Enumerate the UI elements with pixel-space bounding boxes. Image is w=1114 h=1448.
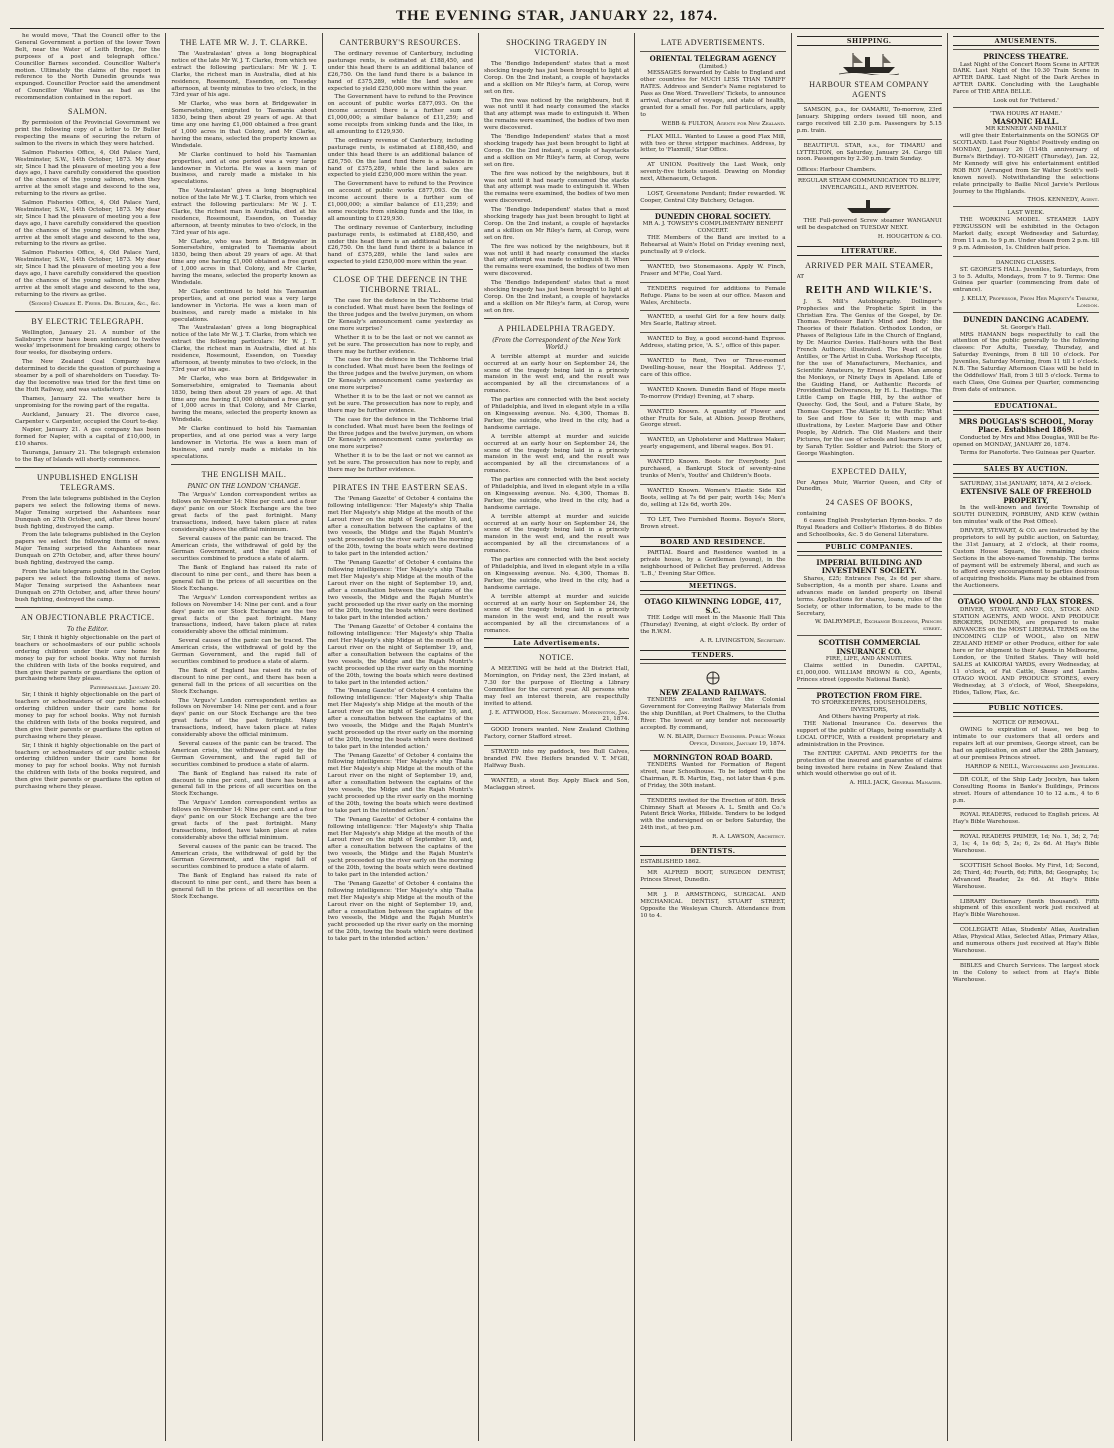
ad-chimney-tenders: TENDERS invited for the Erection of 80ft. Brick Chimney Shaft at Messrs A. L. Smith and Co.'s Patent Brick Works, Hillside. Tenders to be lodged with the undersigned on or before Saturday, the 24th inst., at two p.m. R. A. LAWSON, Architect. (640, 794, 785, 843)
ad-wanted-4: WANTED to Rent, Two or Three-roomed Dwelling-house, near the Hospital. Address 'J.', care of this office. (640, 354, 785, 383)
ad-wanted-8: WANTED Known. Boots for Everybody. Just purchased, a Bankrupt Stock of seventy-nine trunks of Men's, Youths' and Children's Boots. (640, 455, 785, 484)
ad-flax-mill: FLAX MILL. Wanted to Lease a good Flax Mill, with two or three stripper machines. Address, by letter, to 'Flaxmill,' Star Office. (640, 130, 785, 159)
column-4 (479, 33, 635, 1441)
steamship-icon (839, 49, 899, 75)
ad-collegiate-atlas: COLLEGIATE Atlas, Students' Atlas, Australian Atlas, Physical Atlas, Selected Atlas, Primary Atlas, and numerous others just received at Hay's Bible Warehouse. (953, 923, 1099, 959)
pirates-pb: The 'Penang Gazette' of October 4 contains the following intelligence: 'Her Majesty's ship Thalia met Her Majesty's ship Midge at the mouth of the Larout river on the night of September 19, and, after a consultation between the captains of the two vessels, the Midge and the Rajah Muntri's yacht proceeded up the river early on the morning of the 20th, towing the boats which were destined to take part in the intended action.' (327, 560, 473, 622)
ad-royal-readers-2: ROYAL READERS PRIMER, 1d; No. 1, 3d; 2, 7d; 3, 1s; 4, 1s 6d; 5, 2s; 6, 2s 6d. At Hay's Bible Warehouse. (953, 830, 1099, 859)
containing: containing (796, 511, 827, 518)
tichborne-p2: Whether it is to be the last or not we cannot as yet be sure. The prosecution has now to reply, and there may be further evidence. (327, 334, 473, 355)
ad-boy-wanted: WANTED, a stout Boy. Apply Black and Son, Maclaggan street. (484, 774, 629, 796)
divider (171, 464, 316, 465)
ad-masonic-hall: 'TWA HOURS AT HAME.' MASONIC HALL. MR KENNEDY AND FAMILY will give their Entertainments on the SONGS OF SCOTLAND. Last Four Nights! Positively ending on MONDAY, January 26 (114th anniversary of Burns's Birthday). TO-NIGHT (Thursday), Jan. 22, Mr Kennedy will give his entertainment entitled ROB ROY (Arranged from Sir Walter Scott's well-known novel). Notwithstanding the selections relate principally to Bailie Nicol Jarvie's Perilous Journey to the Highlands. THOS. KENNEDY, Agent. (953, 107, 1099, 206)
ad-tenders-refuge: TENDERS required for additions to Female Refuge. Plans to be seen at our office. Mason and Wales, Architects. (640, 282, 785, 311)
ad-royal-readers-1: ROYAL READERS, reduced to English prices. At Hay's Bible Warehouse. (953, 808, 1099, 830)
ad-wanted-1: WANTED, two Stonemasons. Apply W. Finch, Fraser and M'Fie, Coal Yard. (640, 260, 785, 282)
ad-lost: LOST, Greenstone Pendant; finder rewarded. W. Cooper, Central City Butchery, Octagon. (640, 187, 785, 209)
telegram-2: The New Zealand Coal Company have determined to decide the question of purchasing a steamer by a poll of shareholders on Tuesday. To-day the locomotive was tried for the first time on the Hutt Railway, and was satisfactory. (15, 359, 161, 393)
salmon-heading: SALMON. (68, 107, 108, 117)
mail-heading: THE ENGLISH MAIL. (201, 469, 287, 479)
ad-samson: SAMSON, p.s., for OAMARU, To-morrow, 23rd January. Shipping orders issued till noon, and cargo received till 2.30 p.m. Passengers by 5.15 p.m. train. (797, 103, 942, 139)
notice-heading: NOTICE. (539, 653, 574, 663)
ad-beautiful-star: BEAUTIFUL STAR, s.s., for TIMARU and LYTTELTON, on Saturday, January 24. Cargo till noon. Passengers by 2.30 p.m. train Sunday. (797, 139, 942, 168)
philadelphia-p1d: A terrible attempt at murder and suicide occurred at an early hour on September 24, the scene of the tragedy being laid in a princely mansion in the west end, and the result was accompanied by all the circumstances of a romance. (483, 593, 630, 635)
pirates-heading: PIRATES IN THE EASTERN SEAS. (332, 482, 468, 492)
ad-oriental-telegram: ORIENTAL TELEGRAM AGENCY (Limited.) MESSAGES forwarded by Cable to England and other countries for MUCH LESS THAN TARIFF RATES. Address and Sender's Name registered to Pass as One Word. Travellers' Tickets, to announce arrival, character of voyage, and state of health, granted for a small fee. For full particulars, apply to WEBB & FULTON, Agents for New Zealand. (640, 51, 785, 130)
shocking-p1b: The 'Bendigo Independent' states that a most shocking tragedy has just been brought to light at Corop. On the 2nd instant, a couple of haystacks and a skillion on Mr Riley's farm, at Corop, were set on fire. (483, 134, 630, 168)
philadelphia-p2: The parties are connected with the best society of Philadelphia, and lived in elegant style in a villa on Kingsessing avenue. No. 4,300, Thomas B. Parker, the suicide, who lived in the city, had a handsome carriage. (483, 397, 630, 431)
ad-wanted-6: WANTED Known. A quantity of Flower and other Fruits for Sale, at Albion. Jessop Brothers, George street. (640, 405, 785, 434)
mail-p1d: The 'Argus's' London correspondent writes as follows on November 14: Nine per cent. and a four days' panic on our Stock Exchange are the two great facts of the past fortnight. Many transactions, indeed, have taken place at rates considerably above the official minimum. (171, 800, 317, 841)
ad-princess-theatre: PRINCESS THEATRE. Last Night of the Concert Room Scene in AFTER DARK. Last Night of the 10.30 Train Scene in AFTER DARK. Last Night of the Dark Arches in AFTER DARK. Concluding with the Laughable Farce of THE AREA BELLE. Look out for 'Fettered.' (953, 49, 1099, 107)
objectionable-body-2: Sir, I think it highly objectionable on the part of teachers or schoolmasters of our public schools ordering children under their care home for money to pay for school books. Why not furnish the children with lists of the books required, and then give their parents or guardians the option of purchasing where they please. (15, 692, 161, 740)
board-heading: BOARD AND RESIDENCE. (640, 537, 785, 547)
ad-to-let: TO LET, Two Furnished Rooms. Boyes's Store, Brown street. (640, 513, 785, 535)
telegram-1: Wellington, January 21. A number of the Salisbury's crew have been sentenced to twelve weeks' imprisonment for breaking cargo; others to four weeks, for disobeying orders. (15, 329, 161, 357)
ad-scottish-books: SCOTTISH School Books. My First, 1d; Second, 2d; Third, 4d; Fourth, 6d; Fifth, 8d; Geography, 1s; Advanced Reader, 2s 6d. At Hay's Bible Warehouse. (953, 859, 1099, 895)
clarke-heading: THE LATE MR W. J. T. CLARKE. (180, 38, 308, 47)
ad-wanted-7: WANTED, an Upholsterer and Mattrass Maker; yearly engagement, and liberal wages. Box 91. (640, 433, 785, 455)
shocking-p2c: The fire was noticed by the neighbours, but it was not until it had nearly consumed the stacks that any attempt was made to extinguish it. When the remains were examined, the bodies of two men were discovered. (483, 243, 630, 278)
amusements-heading: AMUSEMENTS. (953, 36, 1099, 46)
cases-heading: 24 CASES OF BOOKS, (825, 498, 913, 508)
canterbury-p2: The Government have to refund to the Province on account of public works £877,093. On the income account there is a further sum of £1,000,000; a similar balance of £11,259; and some receipts from sinking funds and the like, in all amounting to £129,930. (327, 94, 473, 135)
ad-wanted-5: WANTED Known. Dunedin Band of Hope meets To-morrow (Friday) Evening, at 7 sharp. (640, 383, 785, 405)
shocking-heading: SHOCKING TRAGEDY IN VICTORIA. (506, 38, 608, 57)
philadelphia-p2b: The parties are connected with the best society of Philadelphia, and lived in elegant style in a villa on Kingsessing avenue. No. 4,300, Thomas B. Parker, the suicide, who lived in the city, had a handsome carriage. (483, 477, 630, 511)
sales-heading: SALES BY AUCTION. (953, 464, 1099, 474)
crest-icon (698, 670, 728, 686)
expected-ships: Per Agnes Muir, Warrior Queen, and City of Dunedin, (796, 479, 942, 493)
mail-p2: Several causes of the panic can be traced. The American crisis, the withdrawal of gold by the German Government, and the rapid fall of securities combined to produce a state of alarm. (171, 535, 317, 563)
public-companies-heading: PUBLIC COMPANIES. (797, 542, 942, 552)
cable-heading: UNPUBLISHED ENGLISH TELEGRAMS. (37, 472, 139, 492)
philadelphia-heading: A PHILADELPHIA TRAGEDY. (497, 323, 616, 333)
mail-p1b: The 'Argus's' London correspondent writes as follows on November 14: Nine per cent. and a four days' panic on our Stock Exchange are the two great facts of the past fortnight. Many transactions, indeed, have taken place at rates considerably above the official minimum. (171, 594, 317, 636)
ad-bluff: REGULAR STEAM COMMUNICATION TO BLUFF, INVERCARGILL, AND RIVERTON. THE Full-powered Screw steamer WANGANUI will be despatched on TUESDAY NEXT. H. HOUGHTON & CO. (797, 174, 942, 243)
telegram-6: Tauranga, January 21. The telegraph extension to the Bay of Islands will shortly commence. (15, 450, 161, 464)
tichborne-p2c: Whether it is to be the last or not we cannot as yet be sure. The prosecution has now to reply, and there may be further evidence. (327, 453, 473, 474)
telegram-5: Napier, January 21. A gas company has been formed for Napier, with a capital of £10,000, in £10 shares. (15, 427, 161, 448)
canterbury-p2b: The Government have to refund to the Province on account of public works £877,093. On the income account there is a further sum of £1,000,000; a similar balance of £11,259; and some receipts from sinking funds and the like, in all amounting to £129,930. (327, 181, 473, 222)
mail-p1c: The 'Argus's' London correspondent writes as follows on November 14: Nine per cent. and a four days' panic on our Stock Exchange are the two great facts of the past fortnight. Many transactions, indeed, have taken place at rates considerably above the official minimum. (171, 697, 317, 739)
ad-wanted-3: WANTED to Buy, a good second-hand Express. Address, stating price, 'A. S.', office of this paper. (640, 332, 785, 354)
ad-library-dictionary: LIBRARY Dictionary (tenth thousand). Fifth shipment of this excellent work just received at Hay's Bible Warehouse. (953, 895, 1099, 924)
salmon-letter: Salmon Fisheries Office, 4, Old Palace Yard, Westminster, S.W., 14th October, 1873. My dear sir, Since I had the pleasure of meeting you a few days ago, I have carefully considered the question of the chances of the young salmon, when they arrive at the smolt stage and descend to the sea, returning to the rivers as grilse. (15, 149, 161, 198)
mail-p2b: Several causes of the panic can be traced. The American crisis, the withdrawal of gold by the German Government, and the rapid fall of securities combined to produce a state of alarm. (171, 638, 317, 665)
mail-p3d: The Bank of England has raised its rate of discount to nine per cent., and there has been a general fall in the prices of all securities on the Stock Exchange. (171, 873, 317, 900)
divider (15, 607, 160, 608)
salmon-letter-body: Salmon Fisheries Office, 4, Old Palace Yard, Westminster, S.W., 14th October, 1873. My dear sir, Since I had the pleasure of meeting you a few days ago, I have carefully considered the question of the chances of the young salmon, when they arrive at the smolt stage and descend to the sea, returning to the rivers as grilse. (15, 200, 161, 248)
salmon-letter-cont: Salmon Fisheries Office, 4, Old Palace Yard, Westminster, S.W., 14th October, 1873. My dear sir, Since I had the pleasure of meeting you a few days ago, I have carefully considered the question of the chances of the young salmon, when they arrive at the smolt stage and descend to the sea, returning to the rivers as grilse. (15, 250, 161, 298)
cases-list: 6 cases English Presbyterian Hymn-books. 7 do Royal Readers and Collier's Histories. 8 do Bibles and Schoolbooks, &c. 5 do General Literature. (796, 518, 942, 539)
pirates-p: The 'Penang Gazette' of October 4 contains the following intelligence: 'Her Majesty's ship Thalia met Her Majesty's ship Midge at the mouth of the Larout river on the night of September 19, and, after a consultation between the captains of the two vessels, the Midge and the Rajah Muntri's yacht proceeded up the river early on the morning of the 20th, towing the boats which were destined to take part in the intended action.' (327, 495, 473, 558)
column-6 (792, 33, 948, 1441)
cable-body-cont2: From the late telegrams published in the Ceylon papers we select the following items of news. Major Tensing surprised the Ashantees near Dunquah on 27th October, and, after three hours' bush fighting, destroyed the camp. (15, 569, 161, 603)
clarke-p1c: The 'Australasian' gives a long biographical notice of the late Mr W. J. T. Clarke, from which we extract the following particulars: Mr W. J. T. Clarke, the richest man in Australia, died at his residence, Rosemount, Essendon, on Tuesday afternoon, at twenty minutes to two o'clock, in the 73rd year of his age. (171, 325, 317, 373)
reith-wilkie: REITH AND WILKIE'S. (805, 284, 933, 296)
mail-sub: PANIC ON THE LONDON 'CHANGE. (187, 482, 301, 490)
mail-p3: The Bank of England has raised its rate of discount to nine per cent., and there has been a general fall in the prices of all securities on the Stock Exchange. (171, 565, 317, 592)
council-continued: he would move, 'That the Council offer to the General Government a portion of the lower Town Belt, near the Water of Leith Bridge, for the purposes of a post and telegraph office.' Councillor Barnes seconded. Councillor Walter's motion. Ultimately the claims of the report in reference to the North Dunedin grounds was expunged. Councillor Proctor said the amendment of Councillor Walter was as bad as the recommendation contained in the report. (15, 33, 161, 102)
objectionable-heading: AN OBJECTIONABLE PRACTICE. (20, 612, 155, 622)
public-notices-heading: PUBLIC NOTICES. (953, 703, 1099, 713)
objectionable-body: Sir, I think it highly objectionable on the part of teachers or schoolmasters of our public schools ordering children under their care home for money to pay for school books. Why not furnish the children with lists of the books required, and then give their parents or guardians the option of purchasing where they please. (15, 635, 161, 683)
shocking-p1: The 'Bendigo Independent' states that a most shocking tragedy has just been brought to light at Corop. On the 2nd instant, a couple of haystacks and a skillion on Mr Riley's farm, at Corop, were set on fire. (483, 61, 630, 95)
objectionable-signature: Paterfamilias. January 20. (89, 685, 161, 692)
ad-railways: NEW ZEALAND RAILWAYS. TENDERS are invited by the Colonial Government for Conveying Railway Materials from the ship Dunfillan, at Port Chalmers, to the Clutha River. The lowest or any tender not necessarily accepted. By command, W. N. BLAIR, District Engineer. Public Works Office, Dunedin, January 19, 1874. (640, 663, 785, 750)
pirates-pg: The 'Penang Gazette' of October 4 contains the following intelligence: 'Her Majesty's ship Thalia met Her Majesty's ship Midge at the mouth of the Larout river on the night of September 19, and, after a consultation between the captains of the two vessels, the Midge and the Rajah Muntri's yacht proceeded up the river early on the morning of the 20th, towing the boats which were destined to take part in the intended action.' (327, 880, 473, 943)
expected-heading: EXPECTED DAILY, (831, 466, 907, 476)
ad-wool-stores: OTAGO WOOL AND FLAX STORES. DRIVER, STEWART, AND CO., STOCK AND STATION AGENTS, AND WOOL AND PRODUCE BROKERS, DUNEDIN, are prepared to make ADVANCES on the MOST LIBERAL TERMS on the INCOMING CLIP of WOOL, also on NEW ZEALAND HEMP or other Produce, either for sale here or for shipment to their Agents in Melbourne, London, or the United States. They will hold SALES at KAIKORAI YARDS, every Wednesday, at 11 o'clock, of Fat Cattle, Sheep and Lambs. OTAGO WOOL AND PRODUCE STORES, every Wednesday, at 3 o'clock, of Wool, Sheepskins, Hides, Tallow, Flax, &c. (953, 594, 1099, 700)
ad-douglas-school: MRS DOUGLAS'S SCHOOL, Moray Place. Established 1869. Conducted by Mrs and Miss Douglas, Will be Re-opened on MONDAY, JANUARY 26, 1874. Terms for Pianoforte. Two Guineas per Quarter. (953, 414, 1099, 462)
ad-model-steamer: LAST WEEK. THE WORKING MODEL STEAMER LADY FERGUSSON will be exhibited in the Octagon Market daily, except Wednesday and Saturday, from 11 a.m. to 9 p.m. Under steam from 2 p.m. till 9 p.m. Admission, 1s. Children half price. (953, 206, 1099, 255)
arrived-heading: ARRIVED PER MAIL STEAMER, (805, 260, 934, 270)
ad-mornington: MORNINGTON ROAD BOARD. TENDERS Wanted for Formation of Regent street, near Schoolhouse. To be lodged with the Chairman, R. B. Martin, Esq., not later than 4 p.m. of Friday, the 30th instant. (640, 750, 785, 794)
ad-strayed: STRAYED into my paddock, two Bull Calves, branded FW. Ewe Heifers branded V. T. M'Gill, Halfway Bush. (484, 745, 629, 774)
educational-heading: EDUCATIONAL. (953, 401, 1099, 411)
column-3 (323, 33, 479, 1441)
tichborne-p1b: The case for the defence in the Tichborne trial is concluded. What must have been the feelings of the three judges and the twelve jurymen, on whom Dr Kenealy's announcement came yesterday as one more surprise? (327, 357, 473, 392)
clarke-p2: Mr Clarke, who was born at Bridgewater in Somersetshire, emigrated to Tasmania about 1830, being then about 29 years of age. At that time any one having £1,000 obtained a free grant of 1,000 acres in that Colony, and Mr Clarke, having the means, selected the property known as Windsdale. (171, 101, 317, 149)
column-5 (635, 33, 791, 1441)
cable-body-cont: From the late telegrams published in the Ceylon papers we select the following items of news. Major Tensing surprised the Ashantees near Dunquah on 27th October, and, after three hours' bush fighting, destroyed the camp. (15, 532, 161, 567)
offices: Offices: Harbour Chambers. (796, 167, 877, 174)
pirates-pe: The 'Penang Gazette' of October 4 contains the following intelligence: 'Her Majesty's ship Thalia met Her Majesty's ship Midge at the mouth of the Larout river on the night of September 19, and, after a consultation between the captains of the two vessels, the Midge and the Rajah Muntri's yacht proceeded up the river early on the morning of the 20th, towing the boats which were destined to take part in the intended action.' (327, 752, 473, 814)
column-7 (948, 33, 1104, 1441)
ad-removal: NOTICE OF REMOVAL. OWING to expiration of lease, we beg to intimate to our customers that all orders and repairs left at our premises, George street, can be had on application, on and after the 28th January, at our premises Princes street. HARROP & NEILL, Watchmakers and Jewellers. (953, 716, 1099, 772)
clarke-p1: The 'Australasian' gives a long biographical notice of the late Mr W. J. T. Clarke, from which we extract the following particulars: Mr W. J. T. Clarke, the richest man in Australia, died at his residence, Rosemount, Essendon, on Tuesday afternoon, at twenty minutes to two o'clock, in the 73rd year of his age. (171, 51, 317, 99)
cable-body: From the late telegrams published in the Ceylon papers we select the following items of news. Major Tensing surprised the Ashantees near Dunquah on 27th October, and, after three hours' bush fighting, destroyed the camp. (15, 495, 161, 530)
mail-p1: The 'Argus's' London correspondent writes as follows on November 14: Nine per cent. and a four days' panic on our Stock Exchange are the two great facts of the past fortnight. Many transactions, indeed, have taken place at rates considerably above the official minimum. (171, 492, 317, 533)
canterbury-p1c: The ordinary revenue of Canterbury, including pasturage rents, is estimated at £188,450, and under this head there is an additional balance of £26,750. On the land fund there is a balance in hand of £375,289, while the land sales are expected to yield £250,000 more within the year. (327, 224, 473, 266)
tichborne-p1c: The case for the defence in the Tichborne trial is concluded. What must have been the feelings of the three judges and the twelve jurymen, on whom Dr Kenealy's announcement came yesterday as one more surprise? (327, 416, 473, 451)
arrived-at: AT (796, 273, 805, 280)
philadelphia-p2c: The parties are connected with the best society of Philadelphia, and lived in elegant style in a villa on Kingsessing avenue. No. 4,300, Thomas B. Parker, the suicide, who lived in the city, had a handsome carriage. (483, 557, 630, 591)
clarke-p3b: Mr Clarke continued to hold his Tasmanian properties, and at one period was a very large landowner in Victoria. He was a keen man of business, and rarely made a mistake in his speculations. (171, 288, 317, 323)
column-2 (166, 33, 322, 1441)
dentists-heading: DENTISTS. (640, 846, 785, 856)
dentists-established: ESTABLISHED 1862. (640, 859, 701, 866)
salmon-signature: (Signed) Charles E. Fryer. Dr. Buller, &c., &c. (29, 300, 161, 307)
clarke-p1b: The 'Australasian' gives a long biographical notice of the late Mr W. J. T. Clarke, from which we extract the following particulars: Mr W. J. T. Clarke, the richest man in Australia, died at his residence, Rosemount, Essendon, on Tuesday afternoon, at twenty minutes to two o'clock, in the 73rd year of his age. (171, 188, 317, 236)
ad-lodge: OTAGO KILWINNING LODGE, 417, S.C. THE Lodge will meet in the Masonic Hall This (Thursday) Evening, at eight o'clock. By order of the R.W.M. A. R. LIVINGSTON, Secretary. (640, 594, 785, 647)
salmon-intro: By permission of the Provincial Government we print the following copy of a letter to Dr Buller respecting the means of securing the return of salmon to the rivers in which they were hatched. (15, 120, 161, 147)
philadelphia-p1: A terrible attempt at murder and suicide occurred at an early hour on September 24, the scene of the tragedy being laid in a princely mansion in the west end, and the result was accompanied by all the circumstances of a romance. (483, 353, 630, 395)
ad-choral-society: DUNEDIN CHORAL SOCIETY. MR A. J. TOWSEY'S COMPLIMENTARY BENEFIT CONCERT. THE Members of the Band are invited to a Rehearsal at Wain's Hotel on Friday evening next, punctually at 9 o'clock. (640, 209, 785, 260)
divider (15, 311, 160, 312)
ad-art-union: AT UNION. Positively the Last Week, only seventy-five tickets unsold. Drawing on Monday next, Athenaeum, Octagon. (640, 158, 785, 187)
ad-boot-dentist: MR ALFRED BOOT, SURGEON DENTIST, Princes Street, Dunedin. (640, 866, 785, 888)
canterbury-p1: The ordinary revenue of Canterbury, including pasturage rents, is estimated at £188,450, and under this head there is an additional balance of £26,750. On the land fund there is a balance in hand of £375,289, while the land sales are expected to yield £250,000 more within the year. (327, 51, 473, 92)
tichborne-p2b: Whether it is to be the last or not we cannot as yet be sure. The prosecution has now to reply, and there may be further evidence. (327, 393, 473, 414)
columns (10, 33, 1104, 1441)
ad-ironers: GOOD Ironers wanted. New Zealand Clothing Factory, corner Stafford street. (484, 723, 629, 745)
telegram-3: Thames, January 22. The weather here is unpromising for the rowing part of the regatta. (15, 395, 161, 409)
board-body: PARTIAL Board and Residence wanted in a private house, by a Gentleman (young), in the neighbourhood of Pelichet Bay preferred. Address 'L.B.,' Evening Star Office. (640, 550, 786, 578)
tichborne-heading: CLOSE OF THE DEFENCE IN THE TICHBORNE TRIAL. (333, 275, 468, 295)
harbour-heading: HARBOUR STEAM COMPANY AGENTS (809, 80, 930, 99)
book-list: J. S. Mill's Autobiography. Dollinger's Prophecies and the Prophetic Spirit in the Christian Era. The Genius of the Gospel, by Dr. Thomas. Professor Bain's Mind and Body: the Theories of their Relation. Orthodox London, or Phases of Religious Life in the Church of England, by Dr. Maurice Davies. Half-hours with the Best French Authors; illustrated. The Pearl of the Antilles, or The Artist in Cuba. Workshop Receipts, for the use of Manufacturers, Mechanics, and Scientific Amateurs, by Ernest Spon. Man among the Monkeys, or Ninety Days in Apeland. Life of the Guiding Hand, or Authentic Records of Providential Deliverances, by H. L. Hastings. The Little Camp on Eagle Hill, by the author of Queechy. God, the Soul, and a Future State, by Thomas Cooper. The Atlantic to the Pacific: What to See and How to See it; with map and illustrations, by Lester. Marjorie Daw and Other People, by Aldrich. The Old Masters and their Pictures, for the use of schools and learners in art, by Sarah Tytler. Soldier and Patriot: the Story of George Washington. (796, 298, 942, 457)
clarke-p3: Mr Clarke continued to hold his Tasmanian properties, and at one period was a very large landowner in Victoria. He was a keen man of business, and rarely made a mistake in his speculations. (171, 151, 317, 186)
clarke-p3c: Mr Clarke continued to hold his Tasmanian properties, and at one period was a very large landowner in Victoria. He was a keen man of business, and rarely made a mistake in his speculations. (171, 426, 317, 460)
mail-p3c: The Bank of England has raised its rate of discount to nine per cent., and there has been a general fall in the prices of all securities on the Stock Exchange. (171, 770, 317, 798)
ad-fire-protection: PROTECTION FROM FIRE. TO STOREKEEPERS, HOUSEHOLDERS, INVESTORS, And Others having Property at risk. THE National Insurance Co. deserves the support of the public of Otago, being essentially A LOCAL OFFICE, With a resident proprietary and administration in the Province. The ENTIRE CAPITAL AND PROFITS for the protection of the insured and guarantee of claims being invested here retains in New Zealand that which would otherwise go out of it. A. HILL JACK, General Manager. (797, 688, 942, 789)
ad-dancing-classes: DANCING CLASSES. ST. GEORGE'S HALL. Juveniles, Saturdays, from 3 to 5. Adults, Mondays, from 7 to 9. Terms: One Guinea per quarter (commencing from date of entrance). J. KELLY, Professor, From Her Majesty's Theatre, London. (953, 256, 1099, 312)
philadelphia-p1c: A terrible attempt at murder and suicide occurred at an early hour on September 24, the scene of the tragedy being laid in a princely mansion in the west end, and the result was accompanied by all the circumstances of a romance. (483, 513, 630, 555)
pirates-pc: The 'Penang Gazette' of October 4 contains the following intelligence: 'Her Majesty's ship Thalia met Her Majesty's ship Midge at the mouth of the Larout river on the night of September 19, and, after a consultation between the captains of the two vessels, the Midge and the Rajah Muntri's yacht proceeded up the river early on the morning of the 20th, towing the boats which were destined to take part in the intended action.' (327, 624, 473, 686)
divider (328, 269, 473, 270)
ad-armstrong-dentist: MR J. P. ARMSTRONG, SURGICAL AND MECHANICAL DENTIST, STUART STREET, Opposite the Wesleyan Church. Attendance from 10 to 4. (640, 888, 785, 924)
telegram-4: Auckland, January 21. The divorce case, Carpenter v. Carpenter, occupied the Court to-day. (15, 411, 161, 425)
column-1 (10, 33, 166, 1441)
tenders-heading: TENDERS. (640, 650, 785, 660)
divider (328, 477, 473, 478)
shocking-p1d: The 'Bendigo Independent' states that a most shocking tragedy has just been brought to light at Corop. On the 2nd instant, a couple of haystacks and a skillion on Mr Riley's farm, at Corop, were set on fire. (483, 280, 630, 314)
objectionable-body-3: Sir, I think it highly objectionable on the part of teachers or schoolmasters of our public schools ordering children under their care home for money to pay for school books. Why not furnish the children with lists of the books required, and then give their parents or guardians the option of purchasing where they please. (15, 742, 161, 791)
divider (15, 467, 160, 468)
pirates-pd: The 'Penang Gazette' of October 4 contains the following intelligence: 'Her Majesty's ship Thalia met Her Majesty's ship Midge at the mouth of the Larout river on the night of September 19, and, after a consultation between the captains of the two vessels, the Midge and the Rajah Muntri's yacht proceeded up the river early on the morning of the 20th, towing the boats which were destined to take part in the intended action.' (327, 688, 473, 750)
divider (484, 318, 629, 319)
ad-dr-cole: DR COLE, of the Ship Lady Jocelyn, has taken Consulting Rooms in Banks's Buildings, Princes street. Hours of attendance 10 to 12 a.m., 4 to 6 p.m. (953, 773, 1099, 809)
shocking-p2b: The fire was noticed by the neighbours, but it was not until it had nearly consumed the stacks that any attempt was made to extinguish it. When the remains were examined, the bodies of two men were discovered. (483, 170, 630, 205)
meetings-heading: MEETINGS. (640, 581, 785, 591)
canterbury-p1b: The ordinary revenue of Canterbury, including pasturage rents, is estimated at £188,450, and under this head there is an additional balance of £26,750. On the land fund there is a balance in hand of £375,289, while the land sales are expected to yield £250,000 more within the year. (327, 137, 473, 179)
shocking-p1c: The 'Bendigo Independent' states that a most shocking tragedy has just been brought to light at Corop. On the 2nd instant, a couple of haystacks and a skillion on Mr Riley's farm, at Corop, were set on fire. (483, 207, 630, 241)
philadelphia-p1b: A terrible attempt at murder and suicide occurred at an early hour on September 24, the scene of the tragedy being laid in a princely mansion in the west end, and the result was accompanied by all the circumstances of a romance. (483, 433, 630, 475)
mail-p2c: Several causes of the panic can be traced. The American crisis, the withdrawal of gold by the German Government, and the rapid fall of securities combined to produce a state of alarm. (171, 740, 317, 768)
telegraph-heading: BY ELECTRIC TELEGRAPH. (31, 316, 144, 326)
literature-heading: LITERATURE. (797, 246, 942, 256)
ad-wanted-9: WANTED Known. Women's Elastic Side Kid Boots, selling at 7s 6d per pair, worth 14s; Men's do, selling at 12s 6d, worth 20s. (640, 484, 785, 513)
mail-p3b: The Bank of England has raised its rate of discount to nine per cent., and there has been a general fall in the prices of all securities on the Stock Exchange. (171, 667, 317, 695)
tichborne-p1: The case for the defence in the Tichborne trial is concluded. What must have been the feelings of the three judges and the twelve jurymen, on whom Dr Kenealy's announcement came yesterday as one more surprise? (327, 298, 473, 332)
ad-scottish-insurance: SCOTTISH COMMERCIAL INSURANCE CO. FIRE, LIFE, AND ANNUITIES. Claims settled in Dunedin. CAPITAL, £1,000,000. WILLIAM BROWN & CO., Agents, Princes street (opposite National Bank). (797, 635, 942, 688)
late-ads-heading-2: LATE ADVERTISEMENTS. (660, 38, 765, 47)
masthead: THE EVENING STAR, JANUARY 22, 1874. (10, 8, 1104, 29)
objectionable-sub: To the Editor. (67, 625, 109, 633)
late-ads-heading: Late Advertisements. (484, 638, 629, 648)
canterbury-heading: CANTERBURY'S RESOURCES. (339, 38, 461, 47)
ad-wanted-2: WANTED, a useful Girl for a few hours daily. Mrs Searle, Rattray street. (640, 310, 785, 332)
philadelphia-sub: (From the Correspondent of the New York World.) (492, 336, 621, 352)
clarke-p2b: Mr Clarke, who was born at Bridgewater in Somersetshire, emigrated to Tasmania about 1830, being then about 29 years of age. At that time any one having £1,000 obtained a free grant of 1,000 acres in that Colony, and Mr Clarke, having the means, selected the property known as Windsdale. (171, 238, 317, 286)
shocking-p2: The fire was noticed by the neighbours, but it was not until it had nearly consumed the stacks that any attempt was made to extinguish it. When the remains were examined, the bodies of two men were discovered. (483, 97, 630, 132)
shipping-heading: SHIPPING. (797, 36, 942, 46)
pirates-pf: The 'Penang Gazette' of October 4 contains the following intelligence: 'Her Majesty's ship Thalia met Her Majesty's ship Midge at the mouth of the Larout river on the night of September 19, and, after a consultation between the captains of the two vessels, the Midge and the Rajah Muntri's yacht proceeded up the river early on the morning of the 20th, towing the boats which were destined to take part in the intended action.' (327, 816, 473, 878)
steamship-icon-small (844, 195, 894, 215)
notice-body: A MEETING will be held at the District Hall, Mornington, on Friday next, the 23rd instant, at 7.30 for the purpose of Electing a Library Committee for the current year. All persons who may feel an interest therein, are respectfully invited to attend. (483, 666, 630, 707)
ad-bibles: BIBLES and Church Services. The largest stock in the Colony to select from at Hay's Bible Warehouse. (953, 959, 1099, 988)
mail-p2d: Several causes of the panic can be traced. The American crisis, the withdrawal of gold by the German Government, and the rapid fall of securities combined to produce a state of alarm. (171, 843, 317, 871)
ad-freehold-sale: SATURDAY, 31st JANUARY, 1874, At 2 o'clock. EXTENSIVE SALE OF FREEHOLD PROPERTY, In the well-known and favorite Township of SOUTH DUNEDIN, FORBURY, AND KEW (within ten minutes' walk of the Post Office). DRIVER, STEWART, & CO. are instructed by the proprietors to sell by public auction, on Saturday, the 31st January, at 2 o'clock, at their rooms, Custom House Square, the remaining choice Sections in the above-named Township. The terms of payment will be extremely liberal, and such as to afford every encouragement to parties desirous of acquiring freeholds. Plans may be obtained from the Auctioneers. (953, 477, 1099, 594)
notice-signature: J. E. ATTWOOD, Hon. Secretary. Mornington, Jan. 21, 1874. (489, 709, 630, 723)
ad-dancing-academy: DUNEDIN DANCING ACADEMY. St. George's Hall. MRS HAMANN begs respectfully to call the attention of the public generally to the following classes: For Adults, Tuesday, Thursday, and Saturday Evenings, from 8 till 10 o'clock. For Juveniles, Saturday Morning, from 11 till 1 o'clock. N.B. The Saturday Afternoon Class will be held in the Oddfellows' Hall, from 3 till 5 o'clock. Terms to each Class, One Guinea per Quarter, commencing from date of entrance. (953, 312, 1099, 398)
divider (797, 461, 942, 462)
clarke-p2c: Mr Clarke, who was born at Bridgewater in Somersetshire, emigrated to Tasmania about 1830, being then about 29 years of age. At that time any one having £1,000 obtained a free grant of 1,000 acres in that Colony, and Mr Clarke, having the means, selected the property known as Windsdale. (171, 375, 317, 424)
ad-imperial: IMPERIAL BUILDING AND INVESTMENT SOCIETY. Shares, £25; Entrance Fee, 2s 6d per share. Subscription, 4s a month per share. Loans and advances made on landed property on liberal terms. Applications for shares, loans, rules of the Society, or other information, to be made to the Secretary, W. DALRYMPLE, Exchange Buildings, Princes street. (797, 555, 942, 635)
